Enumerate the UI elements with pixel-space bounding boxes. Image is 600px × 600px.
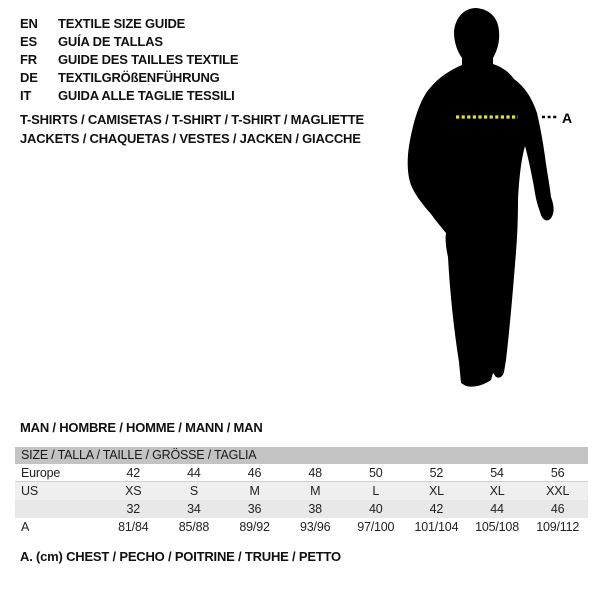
row-label: A <box>21 520 30 534</box>
language-row-en <box>20 15 238 33</box>
size-cell: 105/108 <box>475 520 519 534</box>
size-cell: 44 <box>490 502 504 516</box>
size-cell: 93/96 <box>300 520 331 534</box>
language-label: GUÍA DE TALLAS <box>58 34 163 49</box>
language-code: FR <box>20 52 37 67</box>
category-line-jackets: JACKETS / CHAQUETAS / VESTES / JACKEN / GIACCHE <box>20 131 361 146</box>
language-label: GUIDE DES TAILLES TEXTILE <box>58 52 239 67</box>
size-cell: 34 <box>187 502 201 516</box>
size-cell: M <box>249 484 260 498</box>
category-lines <box>20 110 364 148</box>
size-row-chest-a <box>15 518 588 536</box>
size-row-numeric <box>15 500 588 518</box>
row-label: Europe <box>21 466 61 480</box>
language-code: ES <box>20 34 37 49</box>
size-cell: XL <box>428 484 444 498</box>
size-table-header: SIZE / TALLA / TAILLE / GRÖSSE / TAGLIA <box>15 447 588 464</box>
size-cell: 52 <box>429 466 444 480</box>
size-cell: 46 <box>550 502 565 516</box>
size-cell: 56 <box>550 466 565 480</box>
size-cell: 40 <box>369 502 383 516</box>
language-label: TEXTILGRÖßENFÜHRUNG <box>58 70 220 85</box>
size-cell: XS <box>125 484 142 498</box>
size-cell: 101/104 <box>414 520 459 534</box>
language-list <box>20 15 238 105</box>
language-row-fr <box>20 51 238 69</box>
size-cell: 54 <box>490 466 504 480</box>
size-cell: 97/100 <box>357 520 395 534</box>
language-code: DE <box>20 70 38 85</box>
size-cell: 32 <box>126 502 141 516</box>
size-cell: L <box>372 484 380 498</box>
language-row-es <box>20 33 238 51</box>
size-cell: XL <box>489 484 505 498</box>
language-row-it <box>20 87 238 105</box>
row-label <box>15 500 103 518</box>
size-cell: 109/112 <box>536 520 580 534</box>
size-row-europe <box>15 464 588 482</box>
size-cell: 42 <box>126 466 141 480</box>
size-cell: 44 <box>187 466 201 480</box>
size-cell: M <box>310 484 321 498</box>
language-row-de <box>20 69 238 87</box>
section-title-man: MAN / HOMBRE / HOMME / MANN / MAN <box>20 420 263 435</box>
language-code: EN <box>20 16 38 31</box>
measurement-footnote: A. (cm) CHEST / PECHO / POITRINE / TRUHE / PETTO <box>20 549 341 564</box>
size-cell: S <box>189 484 198 498</box>
man-silhouette-figure <box>395 0 600 400</box>
category-line-tshirts: T-SHIRTS / CAMISETAS / T-SHIRT / T-SHIRT / MAGLIETTE <box>20 112 364 127</box>
size-cell: 85/88 <box>178 520 210 534</box>
size-cell: 48 <box>308 466 322 480</box>
size-cell: 36 <box>247 502 262 516</box>
size-cell: 50 <box>369 466 383 480</box>
man-silhouette <box>408 8 554 387</box>
size-table <box>15 447 588 536</box>
language-label: GUIDA ALLE TAGLIE TESSILI <box>58 88 235 103</box>
language-code: IT <box>20 88 32 103</box>
size-cell: 81/84 <box>118 520 149 534</box>
size-cell: 89/92 <box>239 520 270 534</box>
size-row-us <box>15 482 588 500</box>
measure-label-a: A <box>562 110 573 126</box>
size-cell: 46 <box>247 466 262 480</box>
row-label: US <box>21 484 38 498</box>
language-label: TEXTILE SIZE GUIDE <box>58 16 186 31</box>
size-cell: 42 <box>429 502 444 516</box>
size-cell: 38 <box>308 502 322 516</box>
size-cell: XXL <box>546 484 570 498</box>
